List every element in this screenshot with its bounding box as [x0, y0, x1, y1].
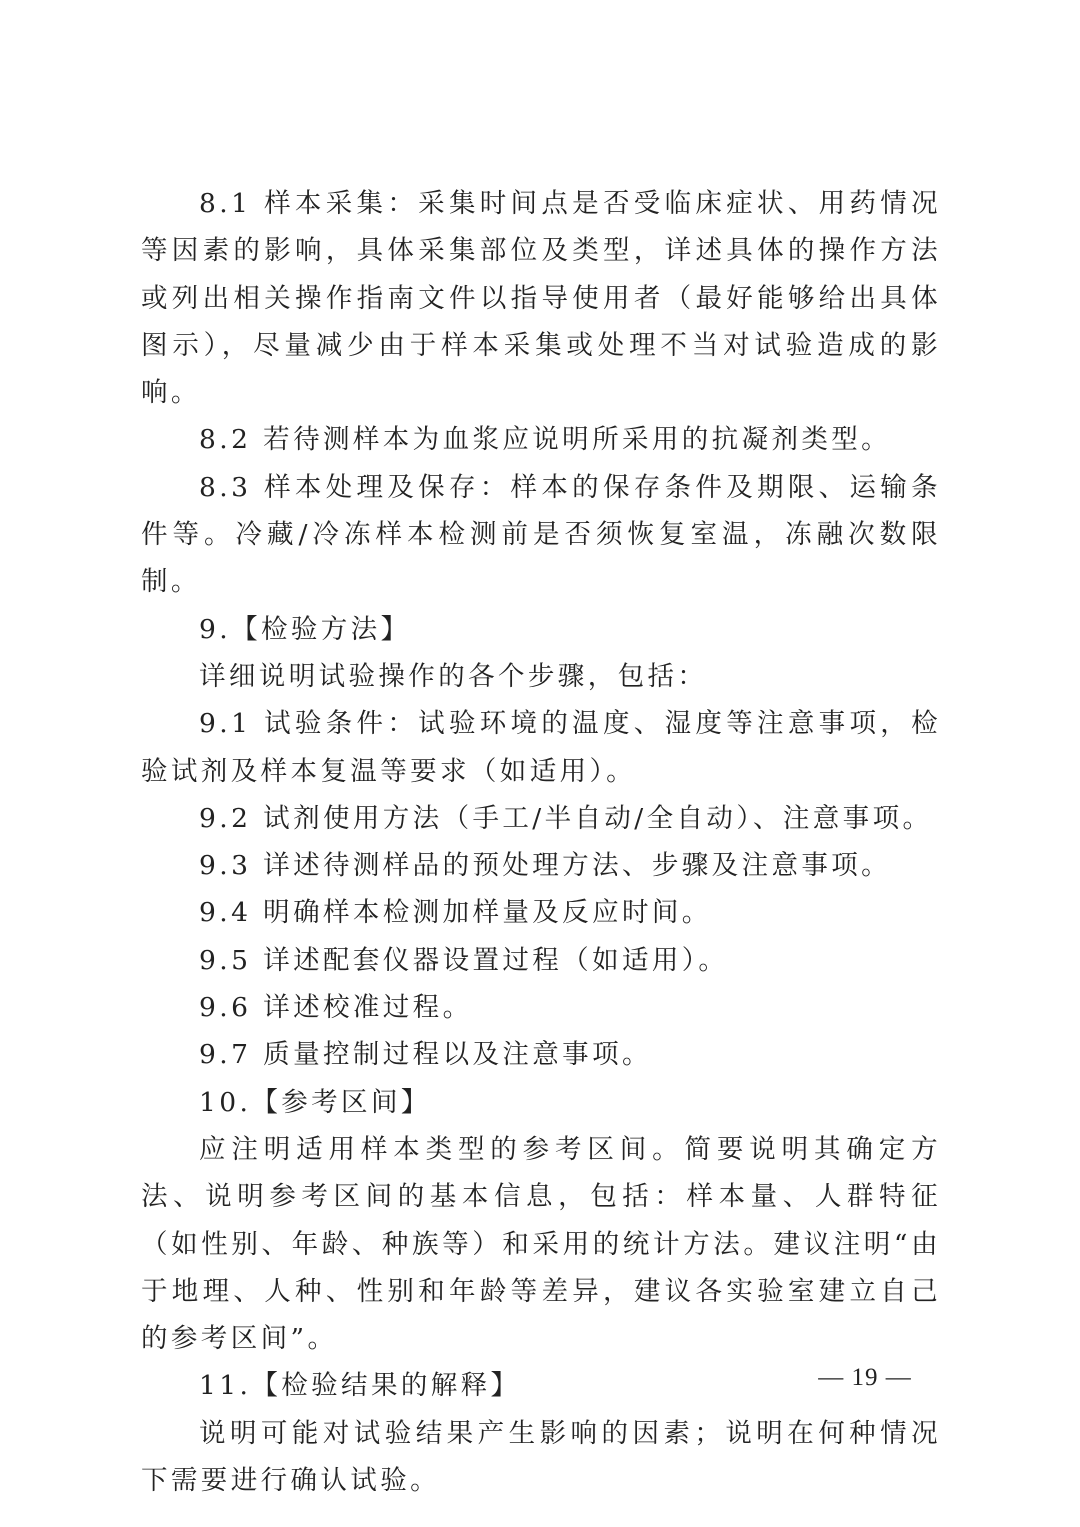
paragraph-9-6-calibration: 9.6 详述校准过程。 [199, 992, 473, 1024]
paragraph-10-reference-interval: 应注明适用样本类型的参考区间。简要说明其确定方法、说明参考区间的基本信息，包括：样本量、人群特征（如性别、年龄、种族等）和采用的统计方法。建议注明“由于地理、人种、性别和年龄等差异，建议各实验室建立自己的参考区间”。 [141, 1133, 941, 1355]
document-body [141, 180, 941, 1504]
heading-10-reference-interval: 10.【参考区间】 [199, 1086, 431, 1118]
paragraph-11-result-interpretation: 说明可能对试验结果产生影响的因素；说明在何种情况下需要进行确认试验。 [141, 1417, 941, 1497]
paragraph-8-1-sample-collection: 8.1 样本采集：采集时间点是否受临床症状、用药情况等因素的影响，具体采集部位及类型，详述具体的操作方法或列出相关操作指南文件以指导使用者（最好能够给出具体图示），尽量减少由于样本采集或处理不当对试验造成的影响。 [141, 188, 941, 409]
paragraph-9-3-pretreatment: 9.3 详述待测样品的预处理方法、步骤及注意事项。 [199, 850, 892, 882]
page-number: — 19 — [818, 1364, 912, 1391]
paragraph-9-2-reagent-usage: 9.2 试剂使用方法（手工/半自动/全自动）、注意事项。 [199, 802, 933, 834]
paragraph-8-2-anticoagulant: 8.2 若待测样本为血浆应说明所采用的抗凝剂类型。 [199, 424, 892, 456]
heading-11-result-interpretation: 11.【检验结果的解释】 [199, 1370, 521, 1402]
paragraph-8-3-sample-storage: 8.3 样本处理及保存：样本的保存条件及期限、运输条件等。冷藏/冷冻样本检测前是否须恢复室温，冻融次数限制。 [141, 471, 941, 598]
paragraph-9-1-test-conditions: 9.1 试验条件：试验环境的温度、湿度等注意事项，检验试剂及样本复温等要求（如适用）。 [141, 708, 941, 787]
paragraph-9-7-quality-control: 9.7 质量控制过程以及注意事项。 [199, 1039, 652, 1071]
paragraph-9-intro: 详细说明试验操作的各个步骤，包括： [199, 660, 708, 692]
heading-9-test-method: 9.【检验方法】 [199, 613, 411, 645]
paragraph-9-5-instrument-setup: 9.5 详述配套仪器设置过程（如适用）。 [199, 944, 729, 976]
paragraph-9-4-sample-volume: 9.4 明确样本检测加样量及反应时间。 [199, 897, 712, 929]
